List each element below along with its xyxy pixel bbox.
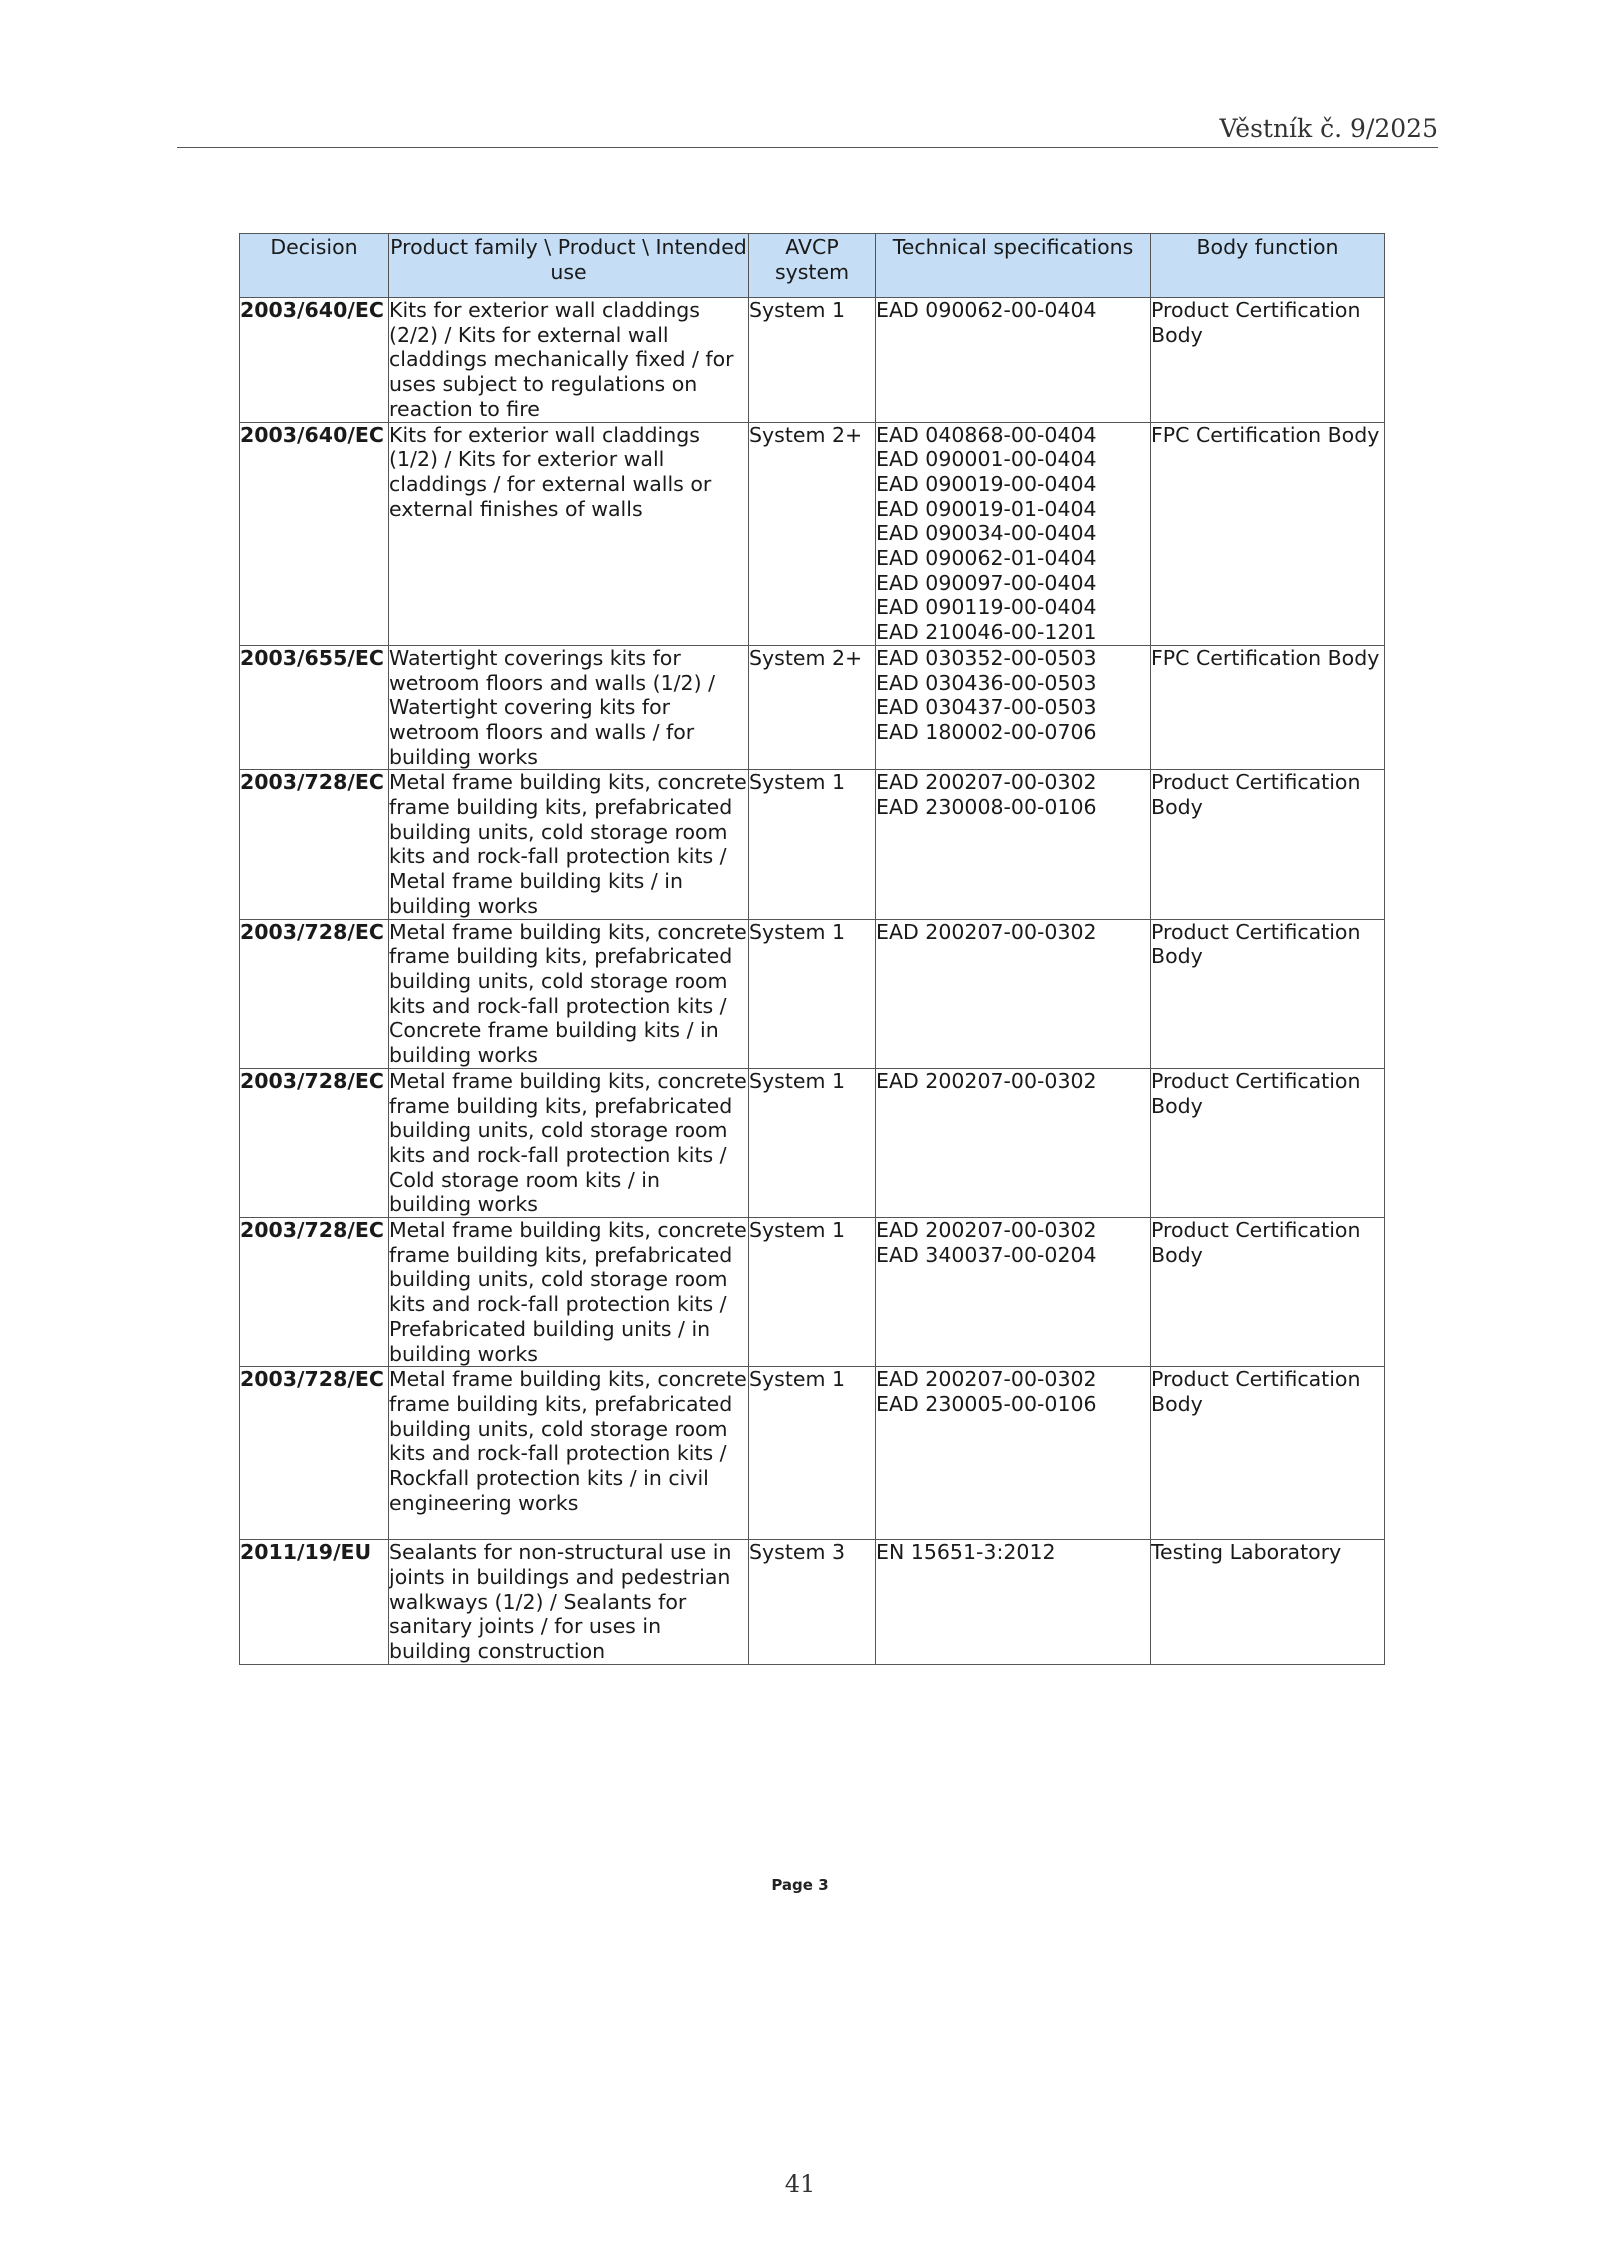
specification-code: EAD 090001-00-0404 — [876, 447, 1097, 472]
avcp-cell: System 1 — [749, 1218, 876, 1367]
specification-code: EAD 090097-00-0404 — [876, 570, 1097, 595]
body-function-cell: FPC Certification Body — [1151, 422, 1385, 645]
avcp-cell: System 3 — [749, 1540, 876, 1665]
body-function-cell: Product Certification Body — [1151, 919, 1385, 1068]
body-function-cell: Product Certification Body — [1151, 770, 1385, 919]
specification-code: EAD 230005-00-0106 — [876, 1391, 1097, 1416]
specification-code: EAD 200207-00-0302 — [876, 770, 1097, 795]
avcp-cell: System 1 — [749, 298, 876, 423]
specification-code: EAD 200207-00-0302 — [876, 1068, 1097, 1093]
running-header — [177, 110, 1438, 148]
specification-code: EAD 090019-01-0404 — [876, 496, 1097, 521]
table-row — [240, 1068, 1385, 1217]
avcp-cell: System 1 — [749, 770, 876, 919]
journal-issue: Věstník č. 9/2025 — [1219, 114, 1438, 143]
table-row — [240, 770, 1385, 919]
decision-cell: 2003/728/EC — [240, 919, 389, 1068]
column-header-decision: Decision — [240, 234, 389, 298]
product-cell: Metal frame building kits, concrete frame building kits, prefabricated building units, cold storage room kits and rock-fall protection kits / Cold storage room kits / in building works — [389, 1068, 747, 1217]
specifications-cell — [876, 298, 1151, 423]
specification-code: EAD 090019-00-0404 — [876, 471, 1097, 496]
specification-code: EAD 090119-00-0404 — [876, 595, 1097, 620]
decision-cell: 2003/728/EC — [240, 1218, 389, 1367]
table-row — [240, 1540, 1385, 1665]
decision-cell: 2003/728/EC — [240, 1367, 389, 1540]
table-header — [240, 234, 1385, 298]
product-cell: Metal frame building kits, concrete frame building kits, prefabricated building units, cold storage room kits and rock-fall protection kits / Rockfall protection kits / in civil engineering works — [389, 1367, 749, 1540]
specification-code: EAD 200207-00-0302 — [876, 1367, 1097, 1392]
specification-code: EAD 200207-00-0302 — [876, 919, 1097, 944]
product-cell: Kits for exterior wall claddings (2/2) / Kits for external wall claddings mechanically fixed / for uses subject to regulations on reaction to fire — [389, 298, 749, 423]
avcp-cell: System 2+ — [749, 422, 876, 645]
decision-cell: 2011/19/EU — [240, 1540, 389, 1665]
specifications-cell — [876, 1367, 1151, 1540]
product-cell: Metal frame building kits, concrete frame building kits, prefabricated building units, cold storage room kits and rock-fall protection kits / Metal frame building kits / in building works — [389, 770, 747, 918]
decision-cell: 2003/728/EC — [240, 1068, 389, 1217]
specification-code: EAD 030436-00-0503 — [876, 670, 1097, 695]
avcp-cell: System 1 — [749, 1068, 876, 1217]
column-header-avcp: AVCP system — [749, 234, 876, 298]
specification-code: EAD 210046-00-1201 — [876, 620, 1097, 645]
specifications-cell — [876, 1218, 1151, 1367]
header-row — [240, 234, 1385, 298]
specifications-cell — [876, 770, 1151, 919]
specifications-cell — [876, 422, 1151, 645]
avcp-cell: System 2+ — [749, 645, 876, 770]
certification-table — [239, 233, 1385, 1665]
decision-cell: 2003/655/EC — [240, 645, 389, 770]
specification-code: EAD 040868-00-0404 — [876, 422, 1097, 447]
specifications-cell — [876, 919, 1151, 1068]
avcp-cell: System 1 — [749, 919, 876, 1068]
specifications-cell — [876, 1068, 1151, 1217]
product-cell: Sealants for non-structural use in joints in buildings and pedestrian walkways (1/2) / Sealants for sanitary joints / for uses in building construction — [389, 1540, 749, 1665]
specification-code: EAD 030437-00-0503 — [876, 695, 1097, 720]
body-function-cell: Product Certification Body — [1151, 1068, 1385, 1217]
product-cell: Watertight coverings kits for wetroom floors and walls (1/2) / Watertight covering kits for wetroom floors and walls / for building works — [389, 645, 749, 770]
decision-cell: 2003/640/EC — [240, 422, 389, 645]
decision-cell: 2003/728/EC — [240, 770, 389, 919]
specification-code: EAD 340037-00-0204 — [876, 1242, 1097, 1267]
specification-code: EAD 090062-00-0404 — [876, 298, 1097, 322]
specifications-cell — [876, 645, 1151, 770]
table-row — [240, 1218, 1385, 1367]
page-label: Page 3 — [771, 1876, 829, 1894]
column-header-product: Product family \ Product \ Intended use — [389, 234, 749, 298]
specification-code: EAD 030352-00-0503 — [876, 645, 1097, 670]
specifications-cell — [876, 1540, 1151, 1665]
table-row — [240, 422, 1385, 645]
specification-code: EAD 230008-00-0106 — [876, 795, 1097, 820]
specification-code: EN 15651-3:2012 — [876, 1540, 1056, 1565]
body-function-cell: Product Certification Body — [1151, 298, 1385, 423]
product-cell: Metal frame building kits, concrete frame building kits, prefabricated building units, cold storage room kits and rock-fall protection kits / Prefabricated building units / in building works — [389, 1218, 747, 1366]
specification-code: EAD 090034-00-0404 — [876, 521, 1097, 546]
body-function-cell: Testing Laboratory — [1151, 1540, 1385, 1665]
specification-code: EAD 180002-00-0706 — [876, 719, 1097, 744]
column-header-specifications: Technical specifications — [876, 234, 1151, 298]
decision-cell: 2003/640/EC — [240, 298, 389, 423]
body-function-cell: FPC Certification Body — [1151, 645, 1385, 770]
table-body — [240, 298, 1385, 1665]
column-header-body-function: Body function — [1151, 234, 1385, 298]
table-row — [240, 645, 1385, 770]
product-cell: Metal frame building kits, concrete frame building kits, prefabricated building units, cold storage room kits and rock-fall protection kits / Concrete frame building kits / in building works — [389, 919, 747, 1068]
body-function-cell: Product Certification Body — [1151, 1218, 1385, 1367]
product-cell: Kits for exterior wall claddings (1/2) / Kits for exterior wall claddings / for external walls or external finishes of walls — [389, 422, 749, 645]
specification-code: EAD 200207-00-0302 — [876, 1218, 1097, 1243]
table-row — [240, 298, 1385, 423]
specification-code: EAD 090062-01-0404 — [876, 546, 1097, 571]
body-function-cell: Product Certification Body — [1151, 1367, 1385, 1540]
page-number: 41 — [784, 2170, 816, 2198]
table-row — [240, 919, 1385, 1068]
table-row — [240, 1367, 1385, 1540]
avcp-cell: System 1 — [749, 1367, 876, 1540]
